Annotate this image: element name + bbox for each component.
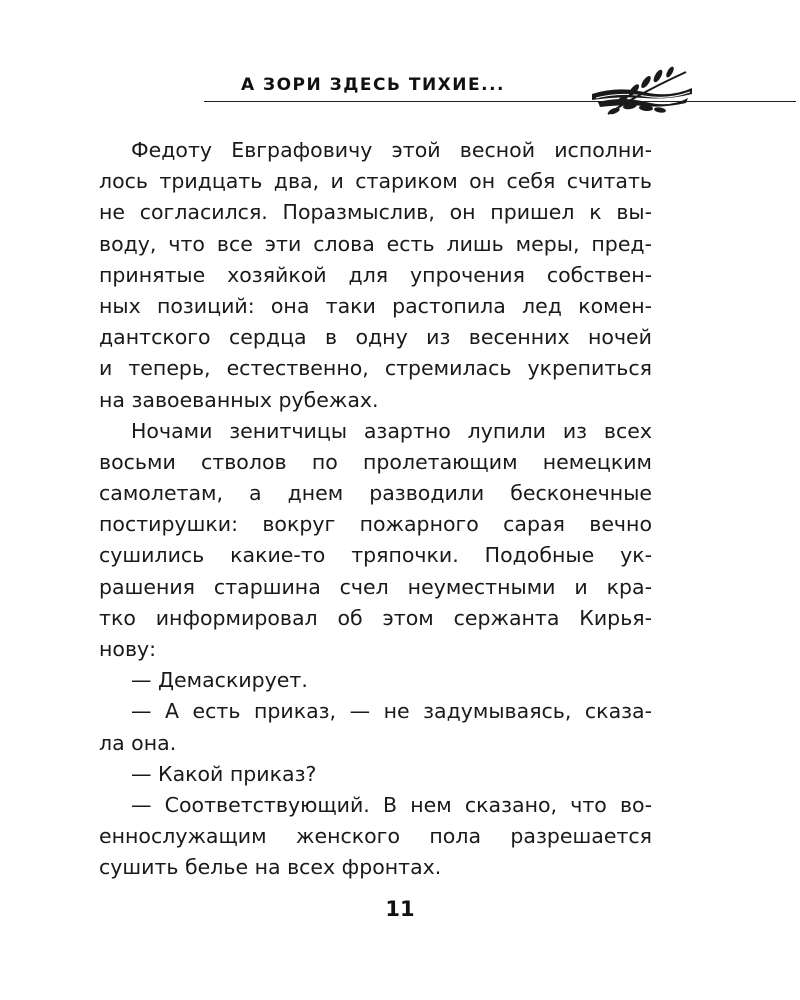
text-line: лось тридцать два, и стариком он себя считать [99,169,652,194]
page-number: 11 [385,897,415,921]
text-line: сушить белье на всех фронтах. [99,855,442,880]
paragraph [99,696,652,758]
text-line: не согласился. Поразмыслив, он пришел к вы- [99,200,652,225]
text-line: еннослужащим женского пола разрешается [99,824,652,849]
text-line: — Соответствующий. В нем сказано, что во- [131,792,652,817]
text-line: Ночами зенитчицы азартно лупили из всех [131,418,652,443]
paragraph [99,665,652,696]
text-line: восьми стволов по пролетающим немецким [99,449,652,474]
laurel-ribbon-icon [588,64,696,120]
text-line: — Демаскирует. [131,668,308,693]
text-line: и теперь, естественно, стремилась укрепиться [99,356,652,381]
text-line: ла она. [99,730,177,755]
text-line: сушились какие-то тряпочки. Подобные ук- [99,543,652,568]
text-line: принятые хозяйкой для упрочения собствен- [99,262,652,287]
paragraph [99,416,652,666]
text-line: ных позиций: она таки растопила лед комен- [99,293,652,318]
text-line: воду, что все эти слова есть лишь меры, пред- [99,231,652,256]
paragraph [99,135,652,416]
text-line: — Какой приказ? [131,761,317,786]
text-line: рашения старшина счел неуместными и кра- [99,574,652,599]
text-line: дантского сердца в одну из весенних ночей [99,325,652,350]
running-header-title: А ЗОРИ ЗДЕСЬ ТИХИЕ... [240,75,505,95]
text-line: постирушки: вокруг пожарного сарая вечно [99,512,652,537]
paragraph [99,759,652,790]
text-line: нову: [99,637,157,661]
text-line: на завоеванных рубежах. [99,387,379,412]
header-divider [204,101,796,102]
text-line: тко информировал об этом сержанта Кирья- [99,605,652,630]
text-line: — А есть приказ, — не задумываясь, сказа- [131,699,652,724]
body-text [99,135,652,884]
paragraph [99,790,652,884]
text-line: Федоту Евграфовичу этой весной исполни- [131,138,652,162]
text-line: самолетам, а днем разводили бесконечные [99,481,652,506]
